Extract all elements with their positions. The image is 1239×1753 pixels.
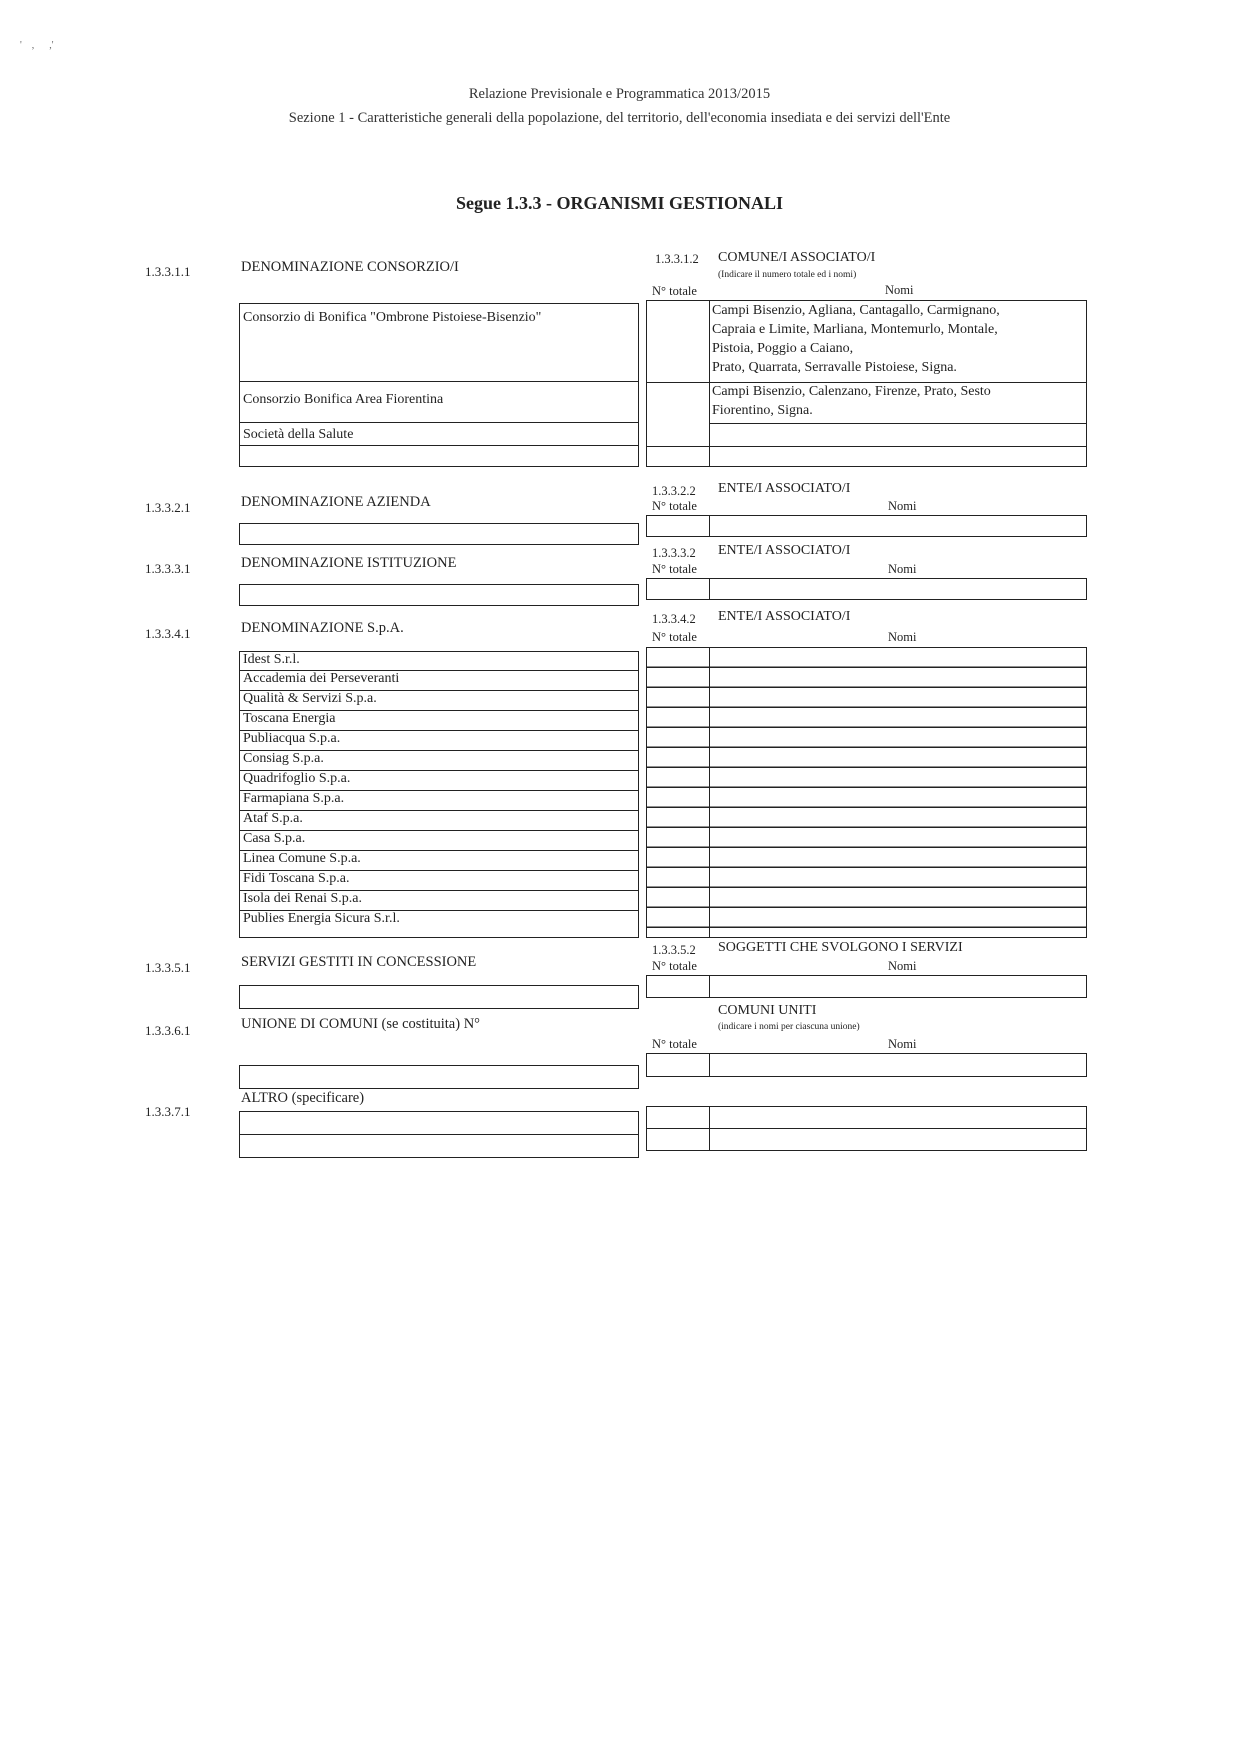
n-totale-header: N° totale xyxy=(652,284,697,298)
nomi-header: Nomi xyxy=(885,283,914,297)
section-code: 1.3.3.7.1 xyxy=(145,1104,191,1119)
n-totale-header: N° totale xyxy=(652,1037,697,1051)
section-label: DENOMINAZIONE ISTITUZIONE xyxy=(241,555,457,571)
scan-marks: ' , ,' xyxy=(20,40,54,51)
table-row: Linea Comune S.p.a. xyxy=(240,851,638,871)
comuni-line: Campi Bisenzio, Agliana, Cantagallo, Carmignano, xyxy=(712,303,1000,318)
right-label: ENTE/I ASSOCIATO/I xyxy=(718,481,851,496)
table-row: Ataf S.p.a. xyxy=(240,811,638,831)
right-label: SOGGETTI CHE SVOLGONO I SERVIZI xyxy=(718,940,963,955)
azienda-field xyxy=(239,523,639,545)
concessione-soggetti-field xyxy=(646,975,1087,998)
section-code: 1.3.3.4.1 xyxy=(145,626,191,641)
comuni-line: Pistoia, Poggio a Caiano, xyxy=(712,341,854,356)
azienda-enti-field xyxy=(646,515,1087,537)
concessione-field xyxy=(239,985,639,1009)
table-row: Publiacqua S.p.a. xyxy=(240,731,638,751)
n-totale-header: N° totale xyxy=(652,562,697,576)
nomi-header: Nomi xyxy=(888,499,917,513)
section-code: 1.3.3.6.1 xyxy=(145,1023,191,1038)
table-row: Società della Salute xyxy=(240,423,638,446)
right-code: 1.3.3.5.2 xyxy=(652,943,696,957)
section-code: 1.3.3.1.1 xyxy=(145,264,191,279)
comuni-cell xyxy=(709,301,1086,383)
comuni-uniti-field xyxy=(646,1053,1087,1077)
section-label: DENOMINAZIONE AZIENDA xyxy=(241,494,431,510)
page-title: Segue 1.3.3 - ORGANISMI GESTIONALI xyxy=(455,193,784,213)
right-label: COMUNI UNITI xyxy=(718,1003,817,1018)
table-row: Accademia dei Perseveranti xyxy=(240,671,638,691)
right-label: COMUNE/I ASSOCIATO/I xyxy=(718,250,876,265)
table-row: Toscana Energia xyxy=(240,711,638,731)
comuni-line: Campi Bisenzio, Calenzano, Firenze, Prato, Sesto xyxy=(712,384,991,399)
consorzi-comuni-table xyxy=(646,300,1087,467)
table-row: Consorzio di Bonifica "Ombrone Pistoiese-Bisenzio" xyxy=(240,304,638,382)
right-label: ENTE/I ASSOCIATO/I xyxy=(718,543,851,558)
table-row: Isola dei Renai S.p.a. xyxy=(240,891,638,911)
table-row: Idest S.r.l. xyxy=(240,652,638,671)
table-row xyxy=(240,446,638,466)
comuni-cell xyxy=(709,382,1086,424)
nomi-header: Nomi xyxy=(888,562,917,576)
section-label: UNIONE DI COMUNI (se costituita) N° xyxy=(241,1016,480,1032)
n-totale-header: N° totale xyxy=(652,630,697,644)
unione-field xyxy=(239,1065,639,1089)
right-note: (Indicare il numero totale ed i nomi) xyxy=(718,270,857,280)
comuni-line: Fiorentino, Signa. xyxy=(712,403,813,418)
nomi-header: Nomi xyxy=(888,1037,917,1051)
nomi-header: Nomi xyxy=(888,959,917,973)
n-totale-header: N° totale xyxy=(652,499,697,513)
spa-table xyxy=(239,651,639,938)
section-label: DENOMINAZIONE S.p.A. xyxy=(241,620,404,636)
right-label: ENTE/I ASSOCIATO/I xyxy=(718,609,851,624)
section-label: SERVIZI GESTITI IN CONCESSIONE xyxy=(241,954,477,970)
altro-field xyxy=(239,1111,639,1158)
section-code: 1.3.3.5.1 xyxy=(145,960,191,975)
right-code: 1.3.3.3.2 xyxy=(652,546,696,560)
table-row: Quadrifoglio S.p.a. xyxy=(240,771,638,791)
comuni-line: Prato, Quarrata, Serravalle Pistoiese, Signa. xyxy=(712,360,957,375)
right-code: 1.3.3.2.2 xyxy=(652,484,696,498)
istituzione-enti-field xyxy=(646,578,1087,600)
altro-right-field xyxy=(646,1106,1087,1151)
section-label: ALTRO (specificare) xyxy=(241,1090,365,1106)
spa-enti-table xyxy=(646,647,1087,938)
section-label: DENOMINAZIONE CONSORZIO/I xyxy=(241,259,459,275)
report-title: Relazione Previsionale e Programmatica 2013/2015 xyxy=(468,86,771,102)
section-code: 1.3.3.2.1 xyxy=(145,500,191,515)
right-code: 1.3.3.1.2 xyxy=(655,252,699,266)
n-totale-header: N° totale xyxy=(652,959,697,973)
table-row: Fidi Toscana S.p.a. xyxy=(240,871,638,891)
table-row: Casa S.p.a. xyxy=(240,831,638,851)
right-code: 1.3.3.4.2 xyxy=(652,612,696,626)
table-row: Consorzio Bonifica Area Fiorentina xyxy=(240,382,638,423)
consorzi-table xyxy=(239,303,639,467)
section-code: 1.3.3.3.1 xyxy=(145,561,191,576)
table-row: Farmapiana S.p.a. xyxy=(240,791,638,811)
section-subtitle: Sezione 1 - Caratteristiche generali della popolazione, del territorio, dell'economia insediata e dei servizi dell'Ente xyxy=(288,110,951,126)
table-row: Publies Energia Sicura S.r.l. xyxy=(243,911,400,926)
comuni-line: Capraia e Limite, Marliana, Montemurlo, Montale, xyxy=(712,322,998,337)
nomi-header: Nomi xyxy=(888,630,917,644)
table-row: Consiag S.p.a. xyxy=(240,751,638,771)
right-note: (indicare i nomi per ciascuna unione) xyxy=(718,1022,860,1032)
istituzione-field xyxy=(239,584,639,606)
table-row: Qualità & Servizi S.p.a. xyxy=(240,691,638,711)
